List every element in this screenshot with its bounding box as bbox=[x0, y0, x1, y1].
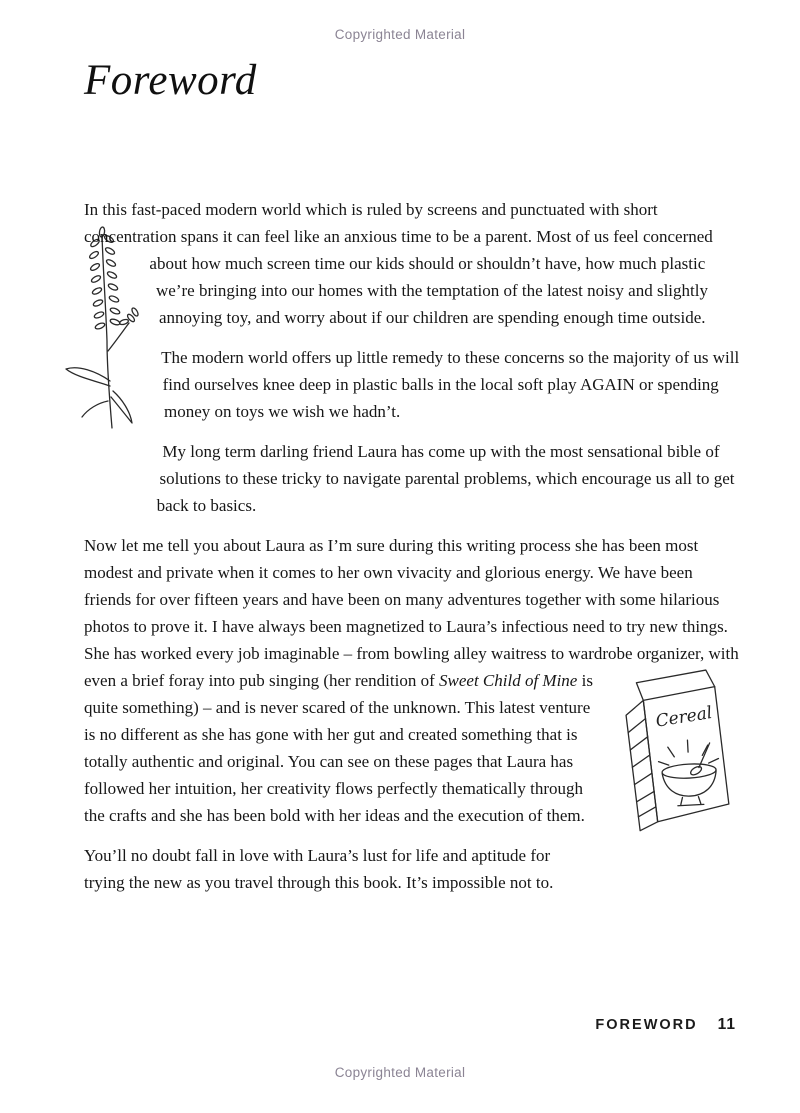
lavender-sketch-icon bbox=[58, 223, 158, 433]
cereal-box-illustration bbox=[606, 669, 740, 839]
paragraph-3: My long term darling friend Laura has come up with the most sensational bible of solutions to these tricky to navigate parental problems, which encourage us all to get back to basics. bbox=[156, 442, 735, 515]
cereal-box-sketch-icon bbox=[606, 669, 736, 834]
footer-page-number: 11 bbox=[717, 1016, 736, 1033]
page-title: Foreword bbox=[84, 57, 257, 104]
paragraph-4 bbox=[84, 532, 740, 829]
paragraph-1-text-b: Most of us feel concerned about how much screen time our kids should or shouldn’t have, how much plastic we’re bringing into our homes with the temptation of the latest noisy and slightly annoying toy, and worry about if our children are spending enough time outside. bbox=[149, 227, 713, 327]
paragraph-1-text-a: In this fast-paced modern world which is ruled by screens and punctuated with short concentration spans it can feel like an anxious time to be a parent. bbox=[84, 200, 658, 246]
page-footer bbox=[595, 1016, 736, 1034]
lavender-illustration bbox=[84, 223, 156, 497]
footer-section-label: FOREWORD bbox=[595, 1017, 698, 1033]
paragraph-4-text-a: Now let me tell you about Laura as I’m sure during this writing process she has been most modest and private when it comes to her own vivacity and glorious energy. We have been friends for over fifteen years and have been on many adventures together with some hilarious photos to prove it. I have always been magnetized to Laura’s infectious need to try new things. She has worked every job imaginable – from bowling alley waitress to wardrobe organizer, with even a brief foray into pub singing (her rendition of bbox=[84, 536, 739, 690]
paragraph-2: The modern world offers up little remedy to these concerns so the majority of us will find ourselves knee deep in plastic balls in the local soft play AGAIN or spending money on toys we wish we hadn’t. bbox=[161, 348, 740, 421]
paragraph-1 bbox=[84, 196, 740, 331]
paragraph-5: You’ll no doubt fall in love with Laura’s lust for life and aptitude for trying the new as you travel through this book. It’s impossible not to. bbox=[84, 846, 554, 892]
cereal-label-text: Cereal bbox=[654, 703, 714, 732]
copyright-notice-top: Copyrighted Material bbox=[334, 27, 466, 42]
body-content bbox=[84, 196, 740, 909]
copyright-notice-bottom: Copyrighted Material bbox=[334, 1065, 466, 1080]
paragraph-4-song-title: Sweet Child of Mine bbox=[439, 671, 578, 690]
paragraph-4-text-b: is quite something) – and is never scared of the unknown. This latest venture is no different as she has gone with her gut and created something that is totally authentic and original. You can see on these pages that Laura has followed her intuition, her creativity flows perfectly thematically through the crafts and she has been bold with her ideas and the execution of them. bbox=[84, 671, 593, 825]
